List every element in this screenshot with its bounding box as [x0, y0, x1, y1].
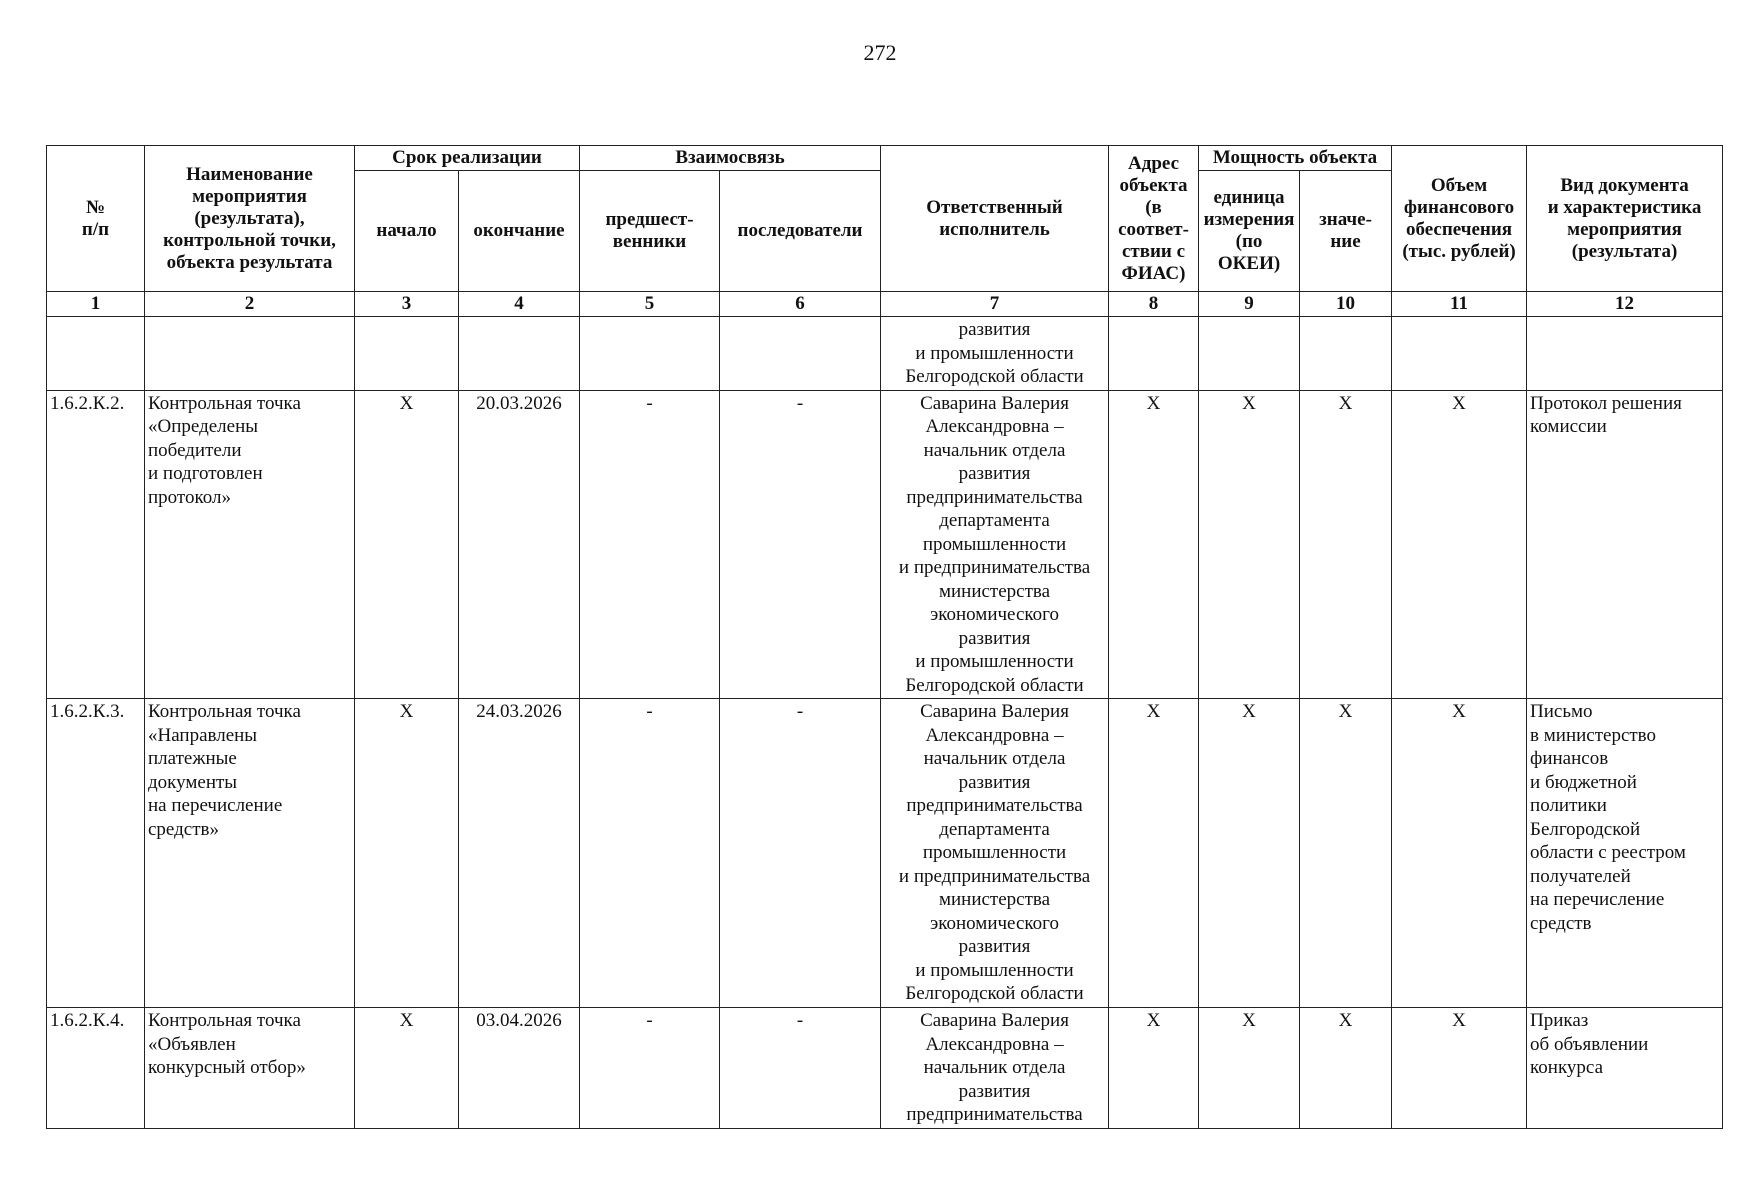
header-value: значе- ние: [1300, 171, 1392, 292]
row-responsible: Саварина Валерия Александровна – начальник отдела развития предпринимательства департамента промышленности и предпринимательства министерства экономического развития и промышленности Белгородской области: [881, 390, 1109, 699]
row-end: [459, 317, 580, 391]
row-value: [1300, 317, 1392, 391]
table-row: [47, 699, 1723, 1008]
row-finance: [1392, 317, 1527, 391]
row-unit: X: [1199, 699, 1300, 1008]
column-number: 12: [1527, 292, 1723, 317]
header-predecessors: предшест- венники: [580, 171, 720, 292]
row-number: 1.6.2.К.2.: [47, 390, 145, 699]
row-document: Письмо в министерство финансов и бюджетной политики Белгородской области с реестром получателей на перечисление средств: [1527, 699, 1723, 1008]
row-successors: -: [720, 699, 881, 1008]
row-value: X: [1300, 1008, 1392, 1129]
column-number: 6: [720, 292, 881, 317]
row-finance: X: [1392, 1008, 1527, 1129]
row-predecessors: -: [580, 390, 720, 699]
table-row: [47, 317, 1723, 391]
row-unit: [1199, 317, 1300, 391]
row-name: Контрольная точка «Направлены платежные документы на перечисление средств»: [145, 699, 355, 1008]
row-address: X: [1109, 699, 1199, 1008]
table-row: [47, 1008, 1723, 1129]
header-finance: Объем финансового обеспечения (тыс. рублей): [1392, 146, 1527, 292]
row-address: X: [1109, 390, 1199, 699]
row-end: 24.03.2026: [459, 699, 580, 1008]
row-name: [145, 317, 355, 391]
row-successors: -: [720, 1008, 881, 1129]
row-start: X: [355, 390, 459, 699]
row-document: Протокол решения комиссии: [1527, 390, 1723, 699]
row-number: [47, 317, 145, 391]
header-period-group: Срок реализации: [355, 146, 580, 171]
column-number: 5: [580, 292, 720, 317]
row-document: Приказ об объявлении конкурса: [1527, 1008, 1723, 1129]
row-finance: X: [1392, 390, 1527, 699]
column-number: 3: [355, 292, 459, 317]
row-unit: X: [1199, 390, 1300, 699]
header-name: Наименование мероприятия (результата), контрольной точки, объекта результата: [145, 146, 355, 292]
column-number: 8: [1109, 292, 1199, 317]
row-number: 1.6.2.К.4.: [47, 1008, 145, 1129]
header-end: окончание: [459, 171, 580, 292]
table-row: [47, 390, 1723, 699]
header-responsible: Ответственный исполнитель: [881, 146, 1109, 292]
row-address: X: [1109, 1008, 1199, 1129]
row-end: 03.04.2026: [459, 1008, 580, 1129]
row-responsible: Саварина Валерия Александровна – начальник отдела развития предпринимательства департамента промышленности и предпринимательства министерства экономического развития и промышленности Белгородской области: [881, 699, 1109, 1008]
row-start: X: [355, 699, 459, 1008]
row-name: Контрольная точка «Объявлен конкурсный отбор»: [145, 1008, 355, 1129]
row-start: [355, 317, 459, 391]
column-number: 4: [459, 292, 580, 317]
header-start: начало: [355, 171, 459, 292]
column-number: 1: [47, 292, 145, 317]
row-predecessors: [580, 317, 720, 391]
column-number: 2: [145, 292, 355, 317]
row-responsible: развития и промышленности Белгородской области: [881, 317, 1109, 391]
header-num: № п/п: [47, 146, 145, 292]
row-successors: [720, 317, 881, 391]
row-predecessors: -: [580, 699, 720, 1008]
row-successors: -: [720, 390, 881, 699]
header-capacity-group: Мощность объекта: [1199, 146, 1392, 171]
header-successors: последователи: [720, 171, 881, 292]
column-number: 7: [881, 292, 1109, 317]
header-document: Вид документа и характеристика мероприятия (результата): [1527, 146, 1723, 292]
row-name: Контрольная точка «Определены победители и подготовлен протокол»: [145, 390, 355, 699]
row-address: [1109, 317, 1199, 391]
header-link-group: Взаимосвязь: [580, 146, 881, 171]
row-finance: X: [1392, 699, 1527, 1008]
row-end: 20.03.2026: [459, 390, 580, 699]
row-unit: X: [1199, 1008, 1300, 1129]
page-number: 272: [863, 40, 897, 65]
row-responsible: Саварина Валерия Александровна – начальник отдела развития предпринимательства: [881, 1008, 1109, 1129]
column-number: 10: [1300, 292, 1392, 317]
row-value: X: [1300, 699, 1392, 1008]
row-start: X: [355, 1008, 459, 1129]
column-number: 9: [1199, 292, 1300, 317]
column-number: 11: [1392, 292, 1527, 317]
header-address: Адрес объекта (в соответ- ствии с ФИАС): [1109, 146, 1199, 292]
row-predecessors: -: [580, 1008, 720, 1129]
row-number: 1.6.2.К.3.: [47, 699, 145, 1008]
row-value: X: [1300, 390, 1392, 699]
header-unit: единица измерения (по ОКЕИ): [1199, 171, 1300, 292]
row-document: [1527, 317, 1723, 391]
activity-plan-table: [46, 145, 1723, 1129]
